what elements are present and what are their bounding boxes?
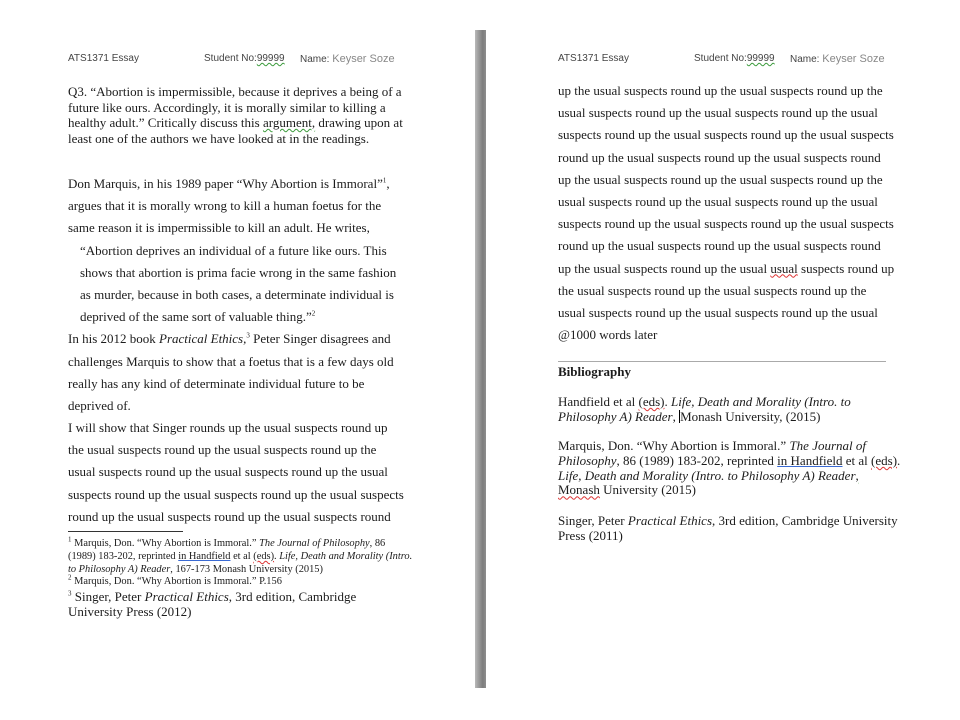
header-student-no: [694, 53, 775, 64]
quote-line: deprived of the same sort of valuable thing.”$^2$: [80, 309, 316, 325]
footnote-ref[interactable]: 1: [382, 176, 387, 185]
name-value: Keyser Soze: [332, 53, 395, 65]
bibliography-entry[interactable]: Marquis, Don. “Why Abortion is Immoral.” The Journal of Philosophy, 86 (1989) 183-202, reprinted in Handfield et al (eds). Life, Death and Morality (Intro. to Philosophy A) Reader, Monash University (2015): [558, 438, 901, 498]
text-line: up the usual suspects round up the usual suspects round up the: [558, 171, 883, 187]
quote-line: “Abortion deprives an individual of a future like ours. This: [80, 242, 387, 258]
name-label: Name:: [300, 54, 330, 65]
question-text-end: drawing upon at least one of the authors we have looked at in the readings.: [68, 115, 403, 146]
text-line: suspects round up the usual suspects round up the usual suspects: [558, 216, 894, 232]
text-line: round up the usual suspects round up the usual suspects round: [68, 508, 391, 524]
bibliography-separator: [558, 361, 886, 362]
text-line: I will show that Singer rounds up the usual suspects round up: [68, 420, 388, 436]
bibliography-entry[interactable]: Handfield et al (eds). Life, Death and Morality (Intro. to Philosophy A) Reader, Monash University, (2015): [558, 394, 851, 424]
book-title: Practical Ethics,: [159, 331, 247, 347]
header-course: ATS1371 Essay: [558, 53, 629, 64]
text-line: usual suspects round up the usual suspects round up the usual: [558, 193, 878, 209]
text-line: usual suspects round up the usual suspects round up the usual: [558, 304, 878, 320]
name-value: Keyser Soze: [822, 53, 885, 65]
left-page: [0, 0, 473, 720]
text-line: challenges Marquis to show that a foetus that is a few days old: [68, 353, 394, 369]
text-line: up the usual suspects round up the usual usual suspects round up: [558, 260, 895, 276]
footnotes: [68, 535, 413, 620]
name-label: Name:: [790, 54, 820, 65]
text-line: the usual suspects round up the usual suspects round up the: [558, 282, 867, 298]
footnote-ref[interactable]: 2: [311, 309, 316, 318]
student-no-label: Student No:: [204, 53, 257, 64]
bibliography-title: Bibliography: [558, 364, 631, 379]
text-line: up the usual suspects round up the usual suspects round up the: [558, 83, 883, 98]
header-name: [790, 53, 885, 65]
text-line: Don Marquis, in his 1989 paper “Why Abortion is Immoral”$^1$,: [68, 176, 390, 191]
student-no-label: Student No:: [694, 53, 747, 64]
student-no-value: 99999: [256, 53, 285, 64]
text-line: usual suspects round up the usual suspects round up the usual: [68, 464, 388, 480]
text-line: usual suspects round up the usual suspects round up the usual: [558, 105, 878, 121]
misspelled-word[interactable]: usual: [770, 260, 798, 276]
text-line: deprived of.: [68, 397, 131, 413]
essay-body[interactable]: [68, 173, 413, 528]
word-count-note: @1000 words later: [558, 327, 658, 343]
quote-line: as murder, because in both cases, a determinate individual is: [80, 286, 394, 302]
footnote-2[interactable]: $^2$ Marquis, Don. “Why Abortion is Immoral.” P.156: [68, 573, 282, 588]
footnote-separator: [68, 531, 183, 532]
text-line: suspects round up the usual suspects round up the usual suspects: [558, 127, 894, 143]
footnote-ref[interactable]: 3: [246, 331, 250, 340]
text-line: the usual suspects round up the usual suspects round up the: [68, 442, 377, 458]
essay-body-continued[interactable]: [558, 80, 903, 346]
page-divider: [475, 30, 486, 688]
text-line: suspects round up the usual suspects round up the usual suspects: [68, 486, 404, 502]
question-flagged-word[interactable]: argument,: [262, 115, 316, 130]
footnote-1[interactable]: $^1$ Marquis, Don. “Why Abortion is Immoral.” The Journal of Philosophy, 86 (1989) 183-202, reprinted in Handfield et al (eds). Life, Death and Morality (Intro. to Philosophy A) Reader, 167-173 Monash University (2015): [68, 535, 413, 575]
text-line: In his 2012 book Practical Ethics,$^3$ Peter Singer disagrees and: [68, 331, 391, 347]
footnote-3[interactable]: $^3$ Singer, Peter Practical Ethics, 3rd edition, Cambridge University Press (2012): [68, 589, 357, 620]
text-line: same reason it is impermissible to kill an adult. He writes,: [68, 220, 370, 236]
header-name: [300, 53, 395, 65]
essay-question[interactable]: [68, 84, 413, 146]
question-text: Q3. “Abortion is impermissible, because it deprives a being of a future like ours. Accordingly, it is morally similar to killing a healthy adult.” Critically discuss this: [68, 84, 402, 130]
student-no-value: 99999: [746, 53, 775, 64]
header-student-no: [204, 53, 285, 64]
text-line: argues that it is morally wrong to kill a human foetus for the: [68, 198, 382, 214]
bibliography-entry[interactable]: Singer, Peter Practical Ethics, 3rd edition, Cambridge University Press (2011): [558, 513, 898, 543]
text-line: round up the usual suspects round up the usual suspects round: [558, 238, 881, 254]
header-course: ATS1371 Essay: [68, 53, 139, 64]
text-line: round up the usual suspects round up the usual suspects round: [558, 149, 881, 165]
text-line: really has any kind of determinate individual future to be: [68, 375, 365, 391]
quote-line: shows that abortion is prima facie wrong in the same fashion: [80, 264, 397, 280]
